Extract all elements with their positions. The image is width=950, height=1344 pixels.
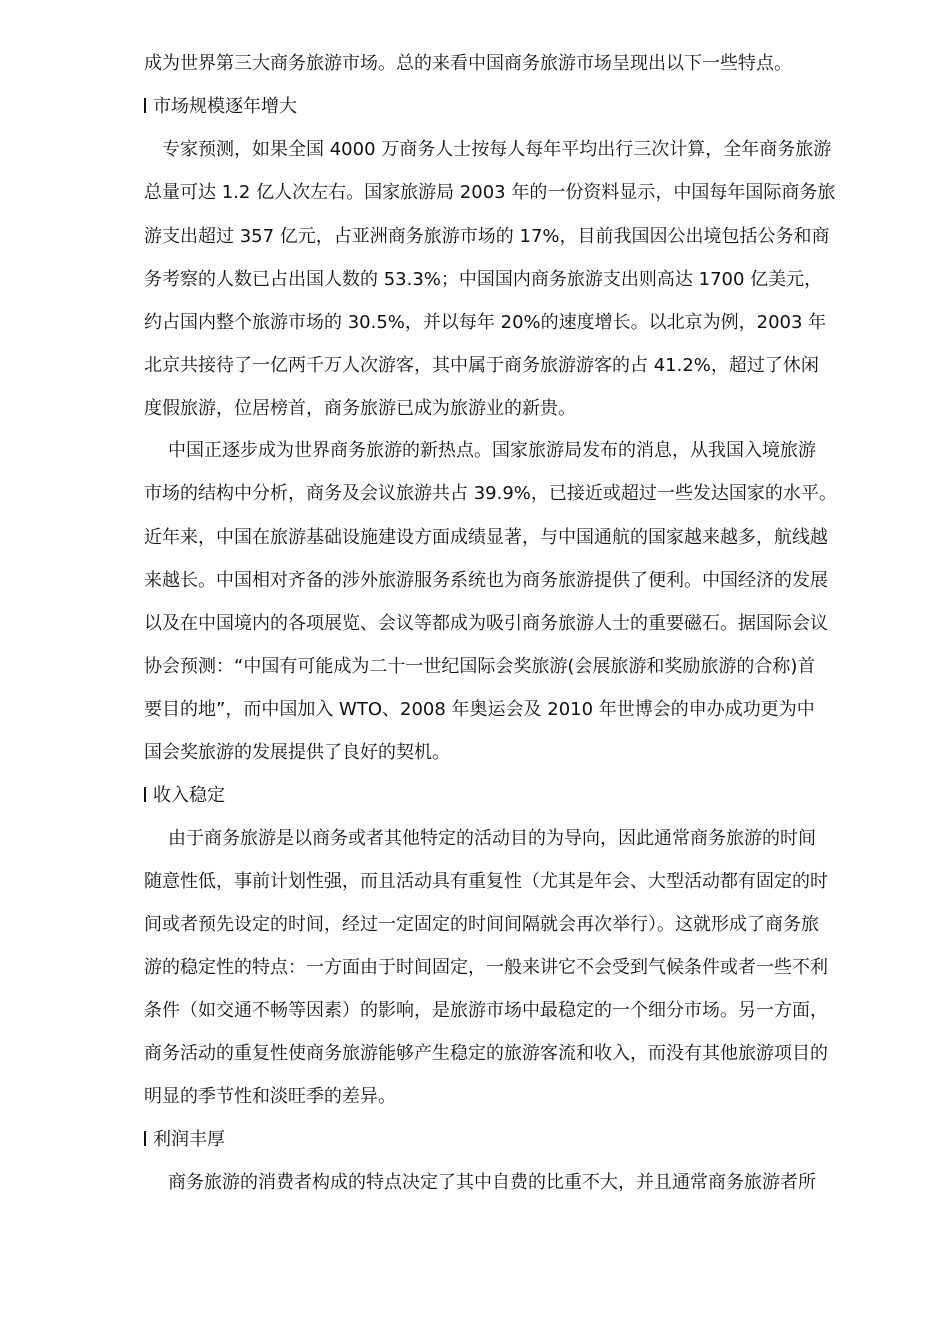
paragraph-line: 商务旅游的消费者构成的特点决定了其中自费的比重不大，并且通常商务旅游者所	[168, 1172, 816, 1193]
section-heading-text: 市场规模逐年增大	[153, 96, 297, 117]
paragraph-line: 度假旅游，位居榜首，商务旅游已成为旅游业的新贵。	[144, 398, 576, 419]
bullet-marker	[144, 98, 146, 113]
paragraph-line: 条件（如交通不畅等因素）的影响，是旅游市场中最稳定的一个细分市场。另一方面，	[144, 1000, 828, 1021]
paragraph-line: 游的稳定性的特点：一方面由于时间固定，一般来讲它不会受到气候条件或者一些不利	[144, 957, 828, 978]
paragraph-line: 来越长。中国相对齐备的涉外旅游服务系统也为商务旅游提供了便利。中国经济的发展	[144, 570, 828, 591]
paragraph-line: 以及在中国境内的各项展览、会议等都成为吸引商务旅游人士的重要磁石。据国际会议	[144, 613, 828, 634]
paragraph-line: 间或者预先设定的时间，经过一定固定的时间间隔就会再次举行）。这就形成了商务旅	[144, 914, 819, 935]
bullet-marker	[144, 1131, 146, 1146]
paragraph-line: 市场的结构中分析，商务及会议旅游共占 39.9%，已接近或超过一些发达国家的水平。	[144, 483, 837, 504]
paragraph-line: 专家预测，如果全国 4000 万商务人士按每人每年平均出行三次计算，全年商务旅游	[162, 139, 832, 160]
paragraph-line: 近年来，中国在旅游基础设施建设方面成绩显著，与中国通航的国家越来越多，航线越	[144, 527, 828, 548]
paragraph-line: 约占国内整个旅游市场的 30.5%，并以每年 20%的速度增长。以北京为例，2003 年	[144, 312, 827, 333]
paragraph-line: 明显的季节性和淡旺季的差异。	[144, 1086, 396, 1107]
paragraph-line: 北京共接待了一亿两千万人次游客，其中属于商务旅游游客的占 41.2%，超过了休闲	[144, 355, 819, 376]
paragraph-line: 由于商务旅游是以商务或者其他特定的活动目的为导向，因此通常商务旅游的时间	[168, 828, 816, 849]
paragraph-line: 总量可达 1.2 亿人次左右。国家旅游局 2003 年的一份资料显示，中国每年国际商务旅	[144, 182, 836, 203]
bullet-marker	[144, 787, 146, 802]
paragraph-line: 国会奖旅游的发展提供了良好的契机。	[144, 742, 450, 763]
paragraph-line: 中国正逐步成为世界商务旅游的新热点。国家旅游局发布的消息，从我国入境旅游	[168, 440, 816, 461]
section-heading-stable-income	[144, 784, 225, 808]
paragraph-line: 商务活动的重复性使商务旅游能够产生稳定的旅游客流和收入，而没有其他旅游项目的	[144, 1043, 828, 1064]
paragraph-line: 游支出超过 357 亿元，占亚洲商务旅游市场的 17%，目前我国因公出境包括公务和商	[144, 226, 830, 247]
section-heading-rich-profit	[144, 1128, 225, 1152]
section-heading-text: 利润丰厚	[153, 1129, 225, 1150]
paragraph-line: 要目的地”，而中国加入 WTO、2008 年奥运会及 2010 年世博会的申办成功更为中	[144, 699, 815, 720]
section-heading-market-scale	[144, 95, 297, 119]
paragraph-line: 协会预测：“中国有可能成为二十一世纪国际会奖旅游(会展旅游和奖励旅游的合称)首	[144, 656, 816, 677]
section-heading-text: 收入稳定	[153, 785, 225, 806]
paragraph-line: 务考察的人数已占出国人数的 53.3%；中国国内商务旅游支出则高达 1700 亿美元，	[144, 269, 823, 290]
paragraph-line: 随意性低，事前计划性强，而且活动具有重复性（尤其是年会、大型活动都有固定的时	[144, 871, 828, 892]
intro-line: 成为世界第三大商务旅游市场。总的来看中国商务旅游市场呈现出以下一些特点。	[144, 53, 792, 74]
